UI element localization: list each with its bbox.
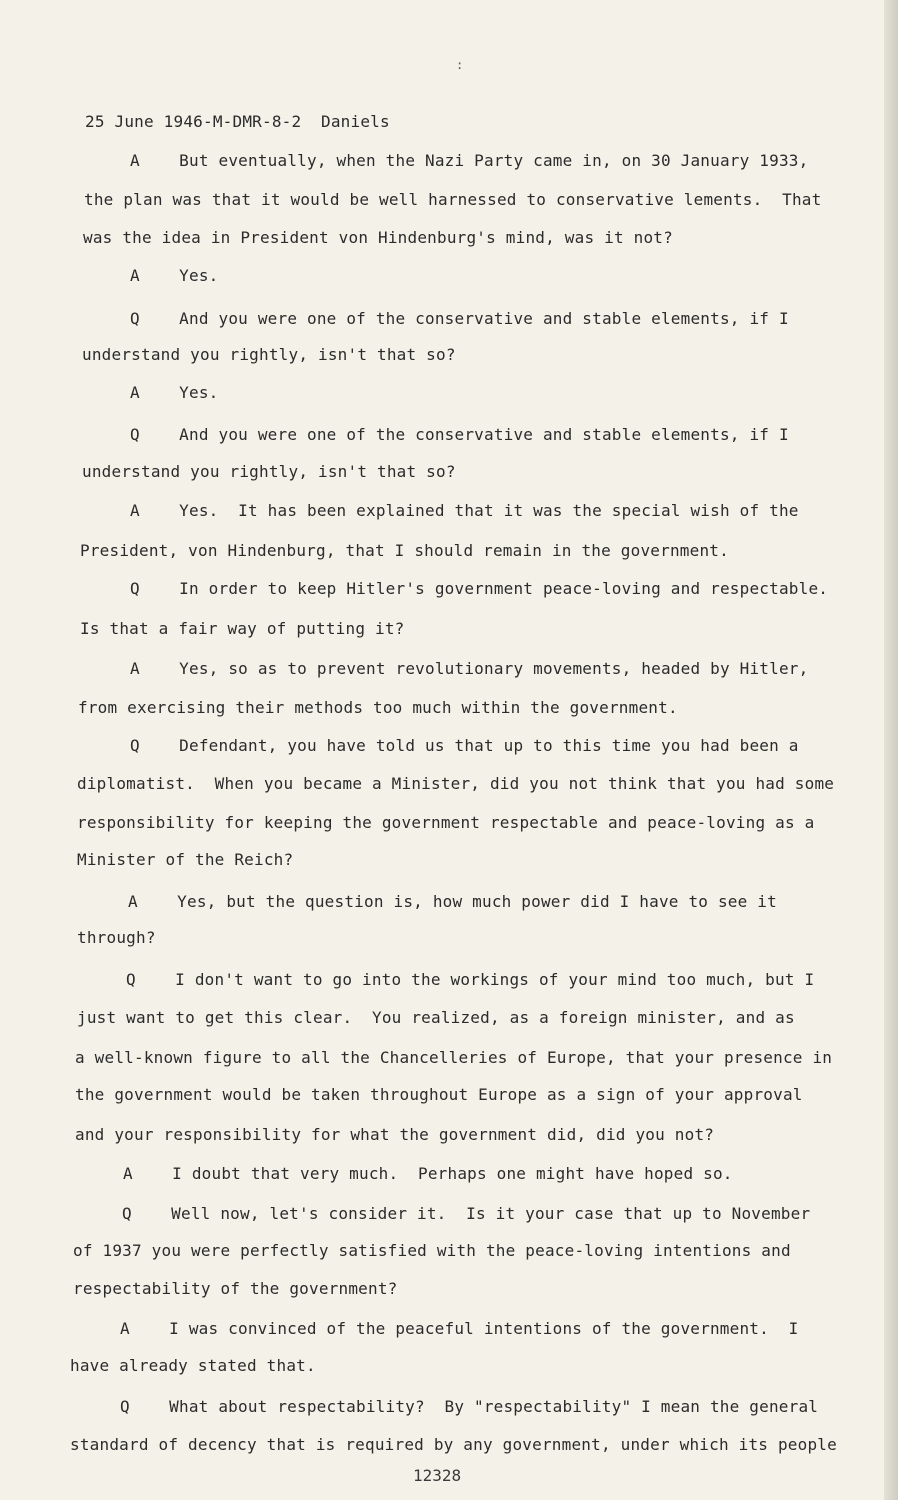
transcript-line: understand you rightly, isn't that so? bbox=[82, 462, 456, 481]
transcript-line: Is that a fair way of putting it? bbox=[80, 619, 405, 638]
transcript-line: A Yes. bbox=[130, 383, 219, 402]
page-number: 12328 bbox=[413, 1466, 462, 1485]
header-line: 25 June 1946-M-DMR-8-2 Daniels bbox=[85, 112, 390, 131]
ink-speck: : bbox=[456, 58, 464, 72]
transcript-line: Q Well now, let's consider it. Is it your case that up to November bbox=[122, 1204, 811, 1223]
transcript-line: A Yes. bbox=[130, 266, 219, 285]
transcript-line: just want to get this clear. You realized, as a foreign minister, and as bbox=[77, 1008, 795, 1027]
transcript-line: Q And you were one of the conservative and stable elements, if I bbox=[130, 309, 789, 328]
transcript-line: Minister of the Reich? bbox=[77, 850, 294, 869]
transcript-line: Q What about respectability? By "respectability" I mean the general bbox=[120, 1397, 819, 1416]
transcript-line: understand you rightly, isn't that so? bbox=[82, 345, 456, 364]
transcript-line: responsibility for keeping the government respectable and peace-loving as a bbox=[77, 813, 815, 832]
transcript-line: was the idea in President von Hindenburg's mind, was it not? bbox=[83, 228, 673, 247]
transcript-line: from exercising their methods too much within the government. bbox=[78, 698, 678, 717]
transcript-line: and your responsibility for what the government did, did you not? bbox=[75, 1125, 715, 1144]
transcript-line: A I was convinced of the peaceful intentions of the government. I bbox=[120, 1319, 799, 1338]
transcript-line: President, von Hindenburg, that I should remain in the government. bbox=[80, 541, 729, 560]
transcript-line: diplomatist. When you became a Minister, did you not think that you had some bbox=[77, 774, 835, 793]
transcript-line: respectability of the government? bbox=[73, 1279, 398, 1298]
transcript-line: through? bbox=[77, 928, 156, 947]
transcript-line: Q I don't want to go into the workings of your mind too much, but I bbox=[126, 970, 815, 989]
transcript-line: have already stated that. bbox=[70, 1356, 316, 1375]
transcript-line: A Yes. It has been explained that it was the special wish of the bbox=[130, 501, 799, 520]
transcript-line: of 1937 you were perfectly satisfied with the peace-loving intentions and bbox=[73, 1241, 791, 1260]
transcript-line: a well-known figure to all the Chancelleries of Europe, that your presence in bbox=[75, 1048, 833, 1067]
transcript-line: Q In order to keep Hitler's government peace-loving and respectable. bbox=[130, 579, 829, 598]
transcript-line: the plan was that it would be well harnessed to conservative lements. That bbox=[84, 190, 822, 209]
transcript-line: standard of decency that is required by any government, under which its people bbox=[70, 1435, 837, 1454]
transcript-line: Q And you were one of the conservative and stable elements, if I bbox=[130, 425, 789, 444]
page-edge bbox=[884, 0, 898, 1500]
transcript-line: A I doubt that very much. Perhaps one might have hoped so. bbox=[123, 1164, 733, 1183]
transcript-line: A But eventually, when the Nazi Party came in, on 30 January 1933, bbox=[130, 151, 809, 170]
transcript-line: A Yes, but the question is, how much power did I have to see it bbox=[128, 892, 777, 911]
transcript-line: Q Defendant, you have told us that up to this time you had been a bbox=[130, 736, 799, 755]
transcript-line: the government would be taken throughout Europe as a sign of your approval bbox=[75, 1085, 803, 1104]
transcript-line: A Yes, so as to prevent revolutionary movements, headed by Hitler, bbox=[130, 659, 809, 678]
